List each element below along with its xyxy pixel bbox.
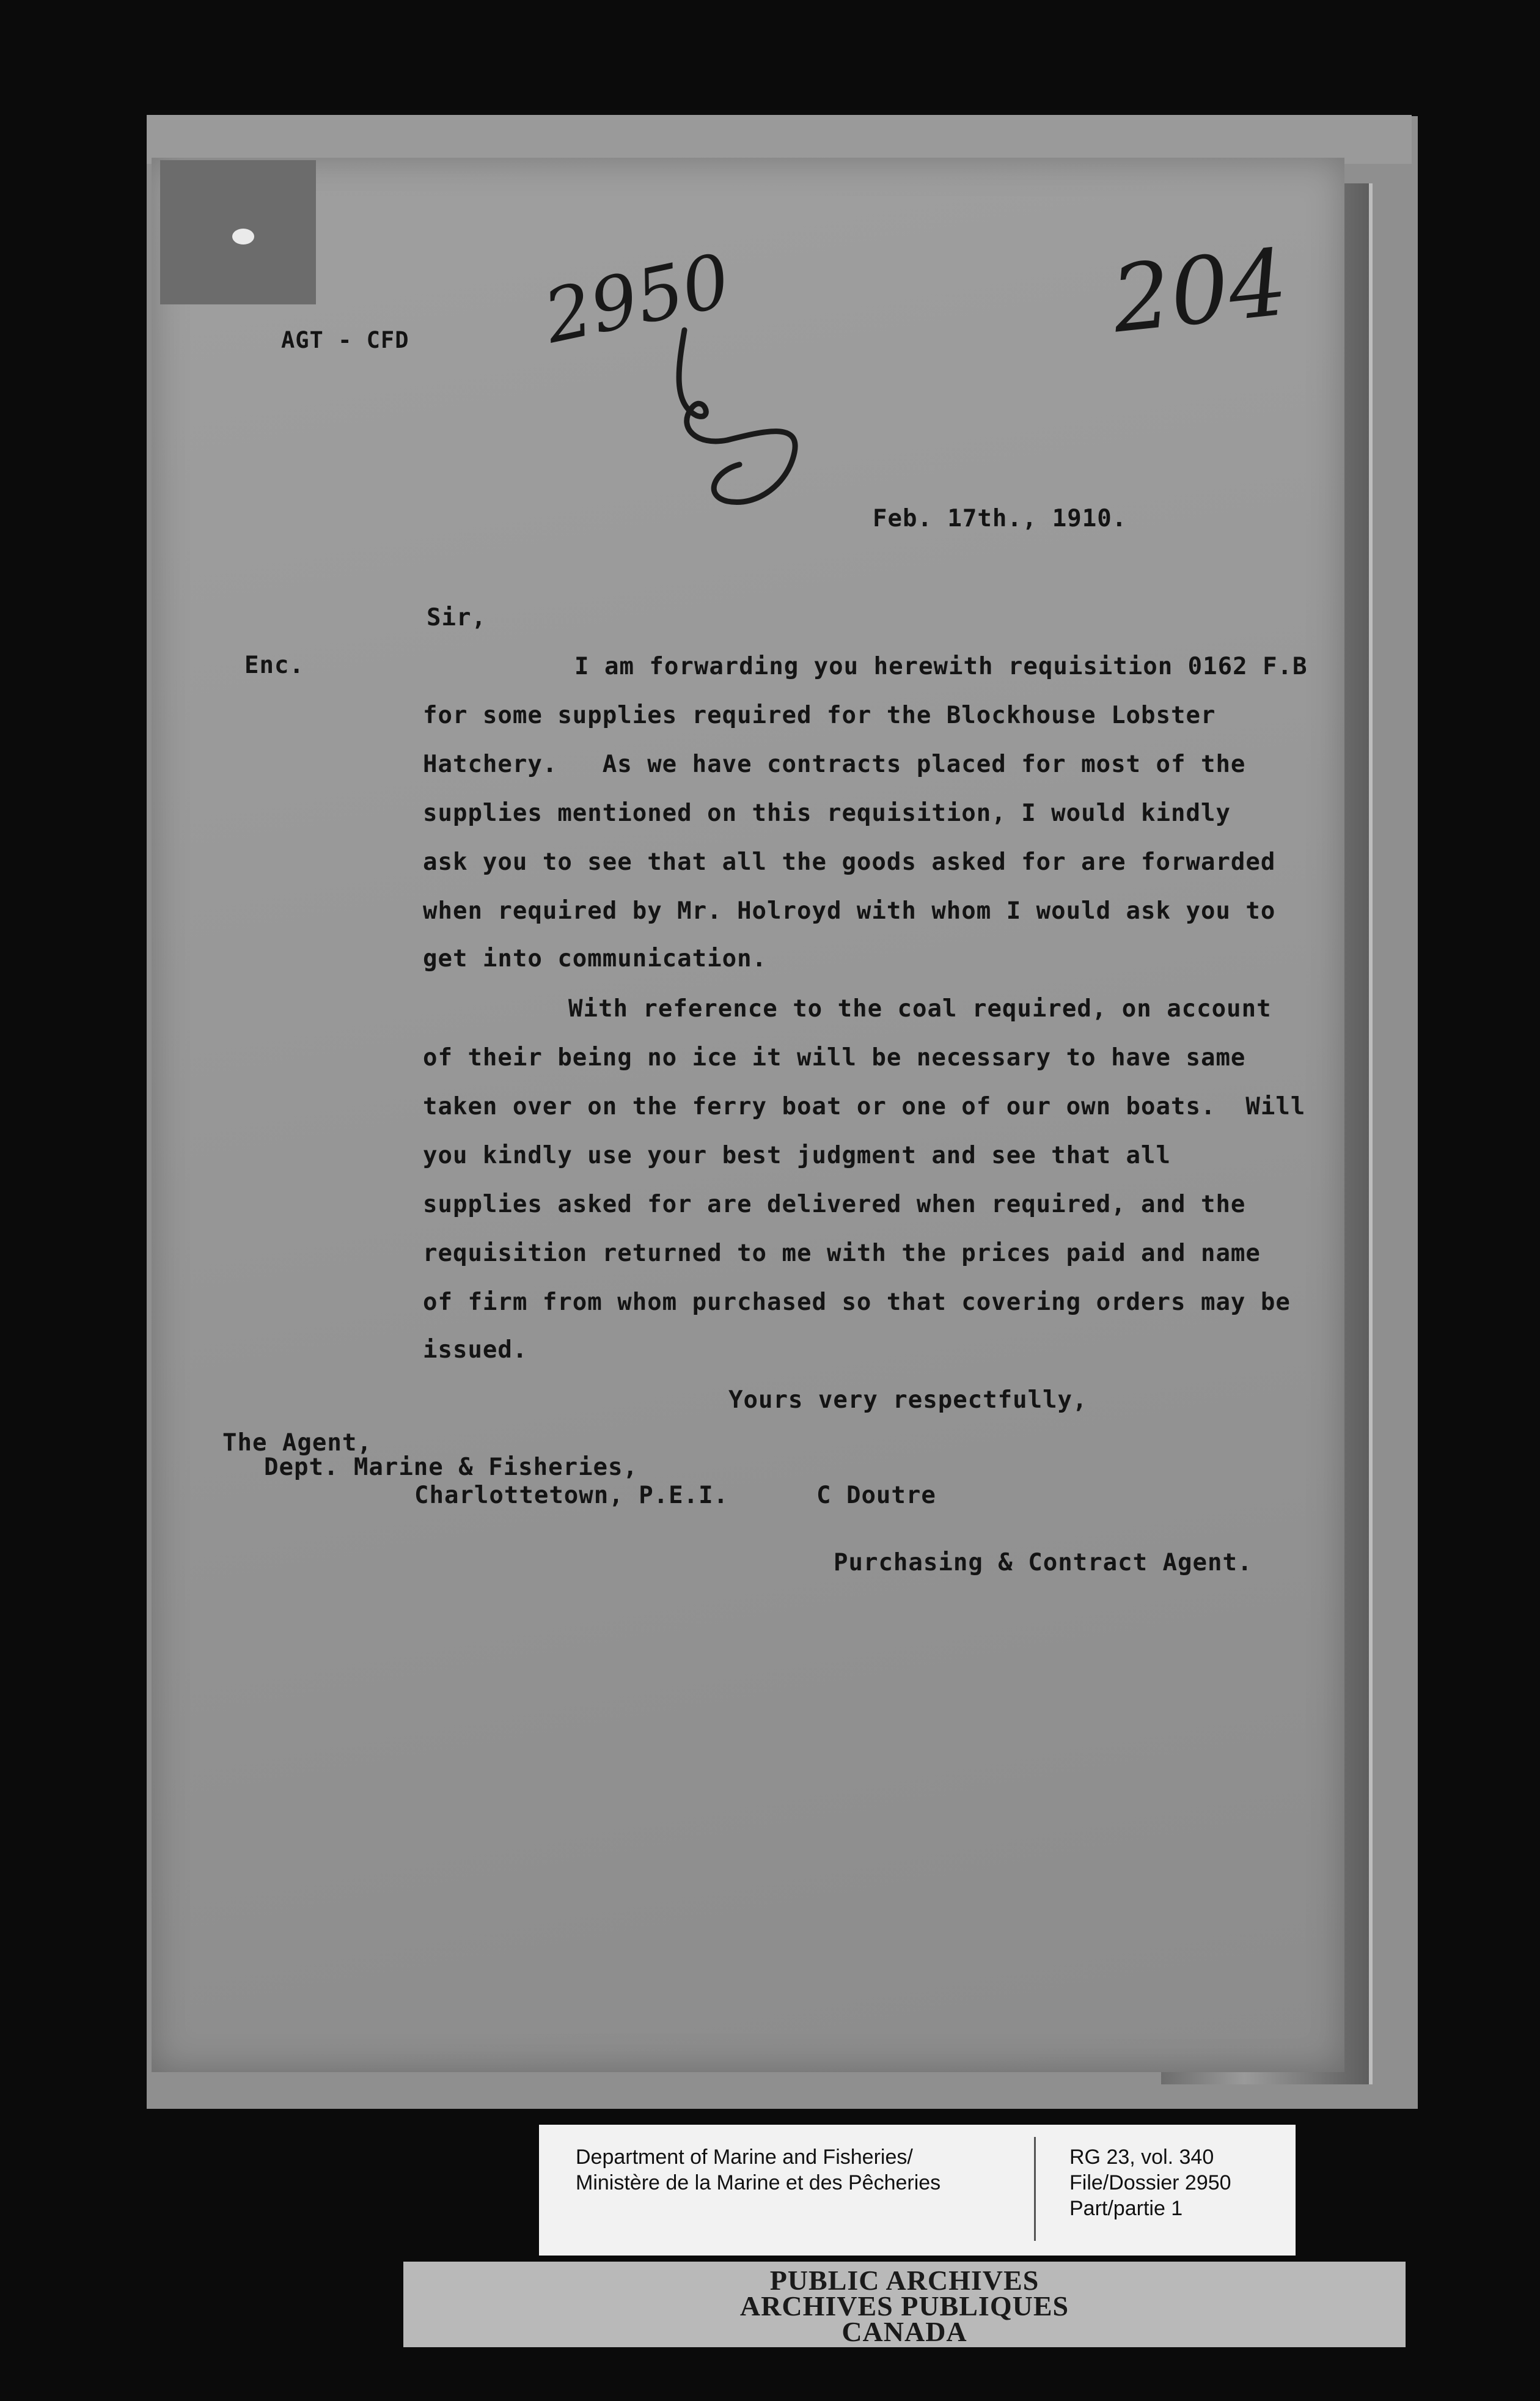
file-code: AGT - CFD (281, 327, 409, 353)
stamp-line-fr: ARCHIVES PUBLIQUES (739, 2290, 1069, 2322)
paragraph2-line: of firm from whom purchased so that covering orders may be (423, 1289, 1291, 1316)
signature-title: Purchasing & Contract Agent. (834, 1549, 1253, 1576)
department-name-fr: Ministère de la Marine et des Pêcheries (576, 2171, 941, 2194)
stamp-line-en: PUBLIC ARCHIVES (769, 2265, 1040, 2296)
file-number: File/Dossier 2950 (1069, 2171, 1231, 2194)
record-group: RG 23, vol. 340 (1069, 2145, 1214, 2169)
letter-date: Feb. 17th., 1910. (873, 505, 1128, 532)
stamp-line-country: CANADA (842, 2316, 967, 2347)
handwritten-file-number: 2950 (537, 238, 738, 361)
paragraph1-line: get into communication. (423, 945, 768, 973)
paragraph1-line: I am forwarding you herewith requisition 0162 F.B (574, 653, 1308, 680)
paragraph1-line: Hatchery. As we have contracts placed for most of the (423, 751, 1246, 778)
salutation: Sir, (427, 604, 486, 631)
handwritten-page-number: 204 (1107, 229, 1292, 354)
corner-tab (160, 160, 316, 304)
paragraph1-line: ask you to see that all the goods asked for are forwarded (423, 848, 1276, 876)
file-part: Part/partie 1 (1069, 2197, 1183, 2220)
paragraph2-line: issued. (423, 1336, 528, 1364)
sheet-top-edge (147, 115, 1412, 164)
paragraph1-line: when required by Mr. Holroyd with whom I would ask you to (423, 897, 1276, 925)
label-divider (1034, 2137, 1036, 2241)
archive-reference-label (539, 2125, 1296, 2256)
public-archives-stamp (403, 2262, 1406, 2347)
enclosure-note: Enc. (244, 652, 304, 679)
handwritten-initial-mark (660, 318, 819, 520)
paragraph2-line: of their being no ice it will be necessary to have same (423, 1044, 1246, 1072)
department-name-en: Department of Marine and Fisheries/ (576, 2145, 913, 2169)
paragraph2-line: you kindly use your best judgment and see that all (423, 1142, 1171, 1169)
paragraph1-line: supplies mentioned on this requisition, I would kindly (423, 800, 1231, 827)
paragraph1-line: for some supplies required for the Blockhouse Lobster (423, 702, 1216, 729)
paragraph2-line: taken over on the ferry boat or one of our own boats. Will (423, 1093, 1306, 1120)
addressee-line: The Agent, (222, 1429, 372, 1457)
signature-name: C Doutre (816, 1482, 936, 1509)
paragraph2-line: requisition returned to me with the prices paid and name (423, 1240, 1261, 1267)
punch-hole (232, 229, 254, 245)
paragraph2-line: With reference to the coal required, on account (568, 995, 1272, 1023)
addressee-line: Charlottetown, P.E.I. (414, 1482, 729, 1509)
paragraph2-line: supplies asked for are delivered when required, and the (423, 1191, 1246, 1218)
addressee-line: Dept. Marine & Fisheries, (264, 1454, 638, 1481)
letter-closing: Yours very respectfully, (728, 1386, 1088, 1414)
